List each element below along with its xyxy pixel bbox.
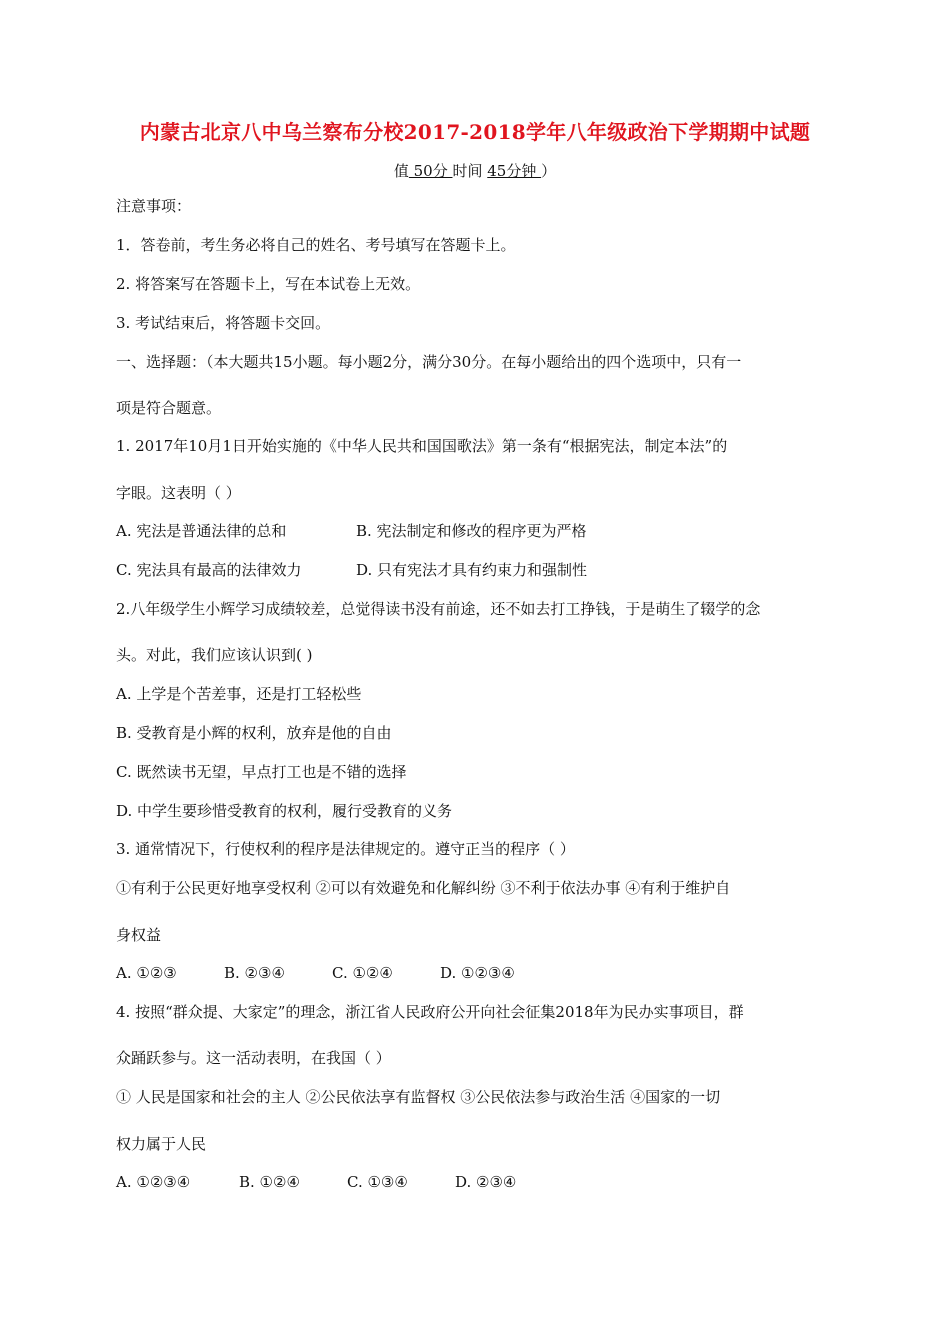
q4-option-b: B. ①②④: [239, 1173, 300, 1191]
q3-option-d: D. ①②③④: [440, 964, 515, 982]
q1-option-c: C. 宪法具有最高的法律效力: [116, 561, 302, 579]
exam-info: [0, 160, 950, 181]
q3-stem: 3. 通常情况下，行使权利的程序是法律规定的。遵守正当的程序（ ）: [116, 840, 575, 858]
q1-option-a: A. 宪法是普通法律的总和: [116, 522, 287, 540]
note-item-3: 3. 考试结束后，将答题卡交回。: [116, 314, 331, 332]
q4-stem-line2: 众踊跃参与。这一活动表明，在我国（ ）: [116, 1049, 391, 1067]
note-item-1: 1．答卷前，考生务必将自己的姓名、考号填写在答题卡上。: [116, 236, 516, 254]
q4-options: [116, 1172, 516, 1192]
info-suffix: ）: [541, 162, 557, 180]
section-heading-line2: 项是符合题意。: [116, 399, 222, 417]
time-label: 时间: [452, 162, 488, 180]
q2-option-a: A. 上学是个苦差事，还是打工轻松些: [116, 685, 362, 703]
q2-stem-line2: 头。对此，我们应该认识到( ): [116, 646, 313, 664]
q3-option-b: B. ②③④: [224, 964, 285, 982]
q1-option-d: D. 只有宪法才具有约束力和强制性: [356, 561, 588, 579]
q4-items-line1: ① 人民是国家和社会的主人 ②公民依法享有监督权 ③公民依法参与政治生活 ④国家的一切: [116, 1088, 721, 1106]
score-value: 50分: [408, 162, 453, 180]
q1-stem-line1: 1. 2017年10月1日开始实施的《中华人民共和国国歌法》第一条有“根据宪法，制定本法”的: [116, 437, 728, 455]
notes-heading: 注意事项：: [116, 197, 192, 215]
q2-option-d: D. 中学生要珍惜受教育的权利，履行受教育的义务: [116, 802, 453, 820]
note-item-2: 2. 将答案写在答题卡上，写在本试卷上无效。: [116, 275, 421, 293]
q4-option-a: A. ①②③④: [116, 1173, 191, 1191]
page-title: 内蒙古北京八中乌兰察布分校2017-2018学年八年级政治下学期期中试题: [139, 120, 811, 144]
info-prefix: 值: [393, 162, 409, 180]
q2-option-c: C. 既然读书无望，早点打工也是不错的选择: [116, 763, 407, 781]
q4-items-line2: 权力属于人民: [116, 1135, 207, 1153]
q4-option-c: C. ①③④: [347, 1173, 408, 1191]
q1-options-row2: [116, 560, 587, 580]
q1-option-b: B. 宪法制定和修改的程序更为严格: [356, 522, 587, 540]
q3-option-c: C. ①②④: [332, 964, 393, 982]
q4-option-d: D. ②③④: [455, 1173, 517, 1191]
q4-stem-line1: 4. 按照“群众提、大家定”的理念，浙江省人民政府公开向社会征集2018年为民办实事项目，群: [116, 1003, 744, 1021]
q3-items-line1: ①有利于公民更好地享受权利 ②可以有效避免和化解纠纷 ③不利于依法办事 ④有利于维护自: [116, 879, 731, 897]
q3-options: [116, 963, 515, 983]
q1-options-row1: [116, 521, 587, 541]
time-value: 45分钟: [487, 162, 542, 180]
q1-stem-line2: 字眼。这表明（ ）: [116, 484, 241, 502]
q3-option-a: A. ①②③: [116, 964, 177, 982]
q3-items-line2: 身权益: [116, 926, 162, 944]
q2-stem-line1: 2.八年级学生小辉学习成绩较差，总觉得读书没有前途，还不如去打工挣钱，于是萌生了辍学的念: [116, 600, 761, 618]
section-heading-line1: 一、选择题：（本大题共15小题。每小题2分，满分30分。在每小题给出的四个选项中，只有一: [116, 353, 742, 371]
q2-option-b: B. 受教育是小辉的权利，放弃是他的自由: [116, 724, 392, 742]
